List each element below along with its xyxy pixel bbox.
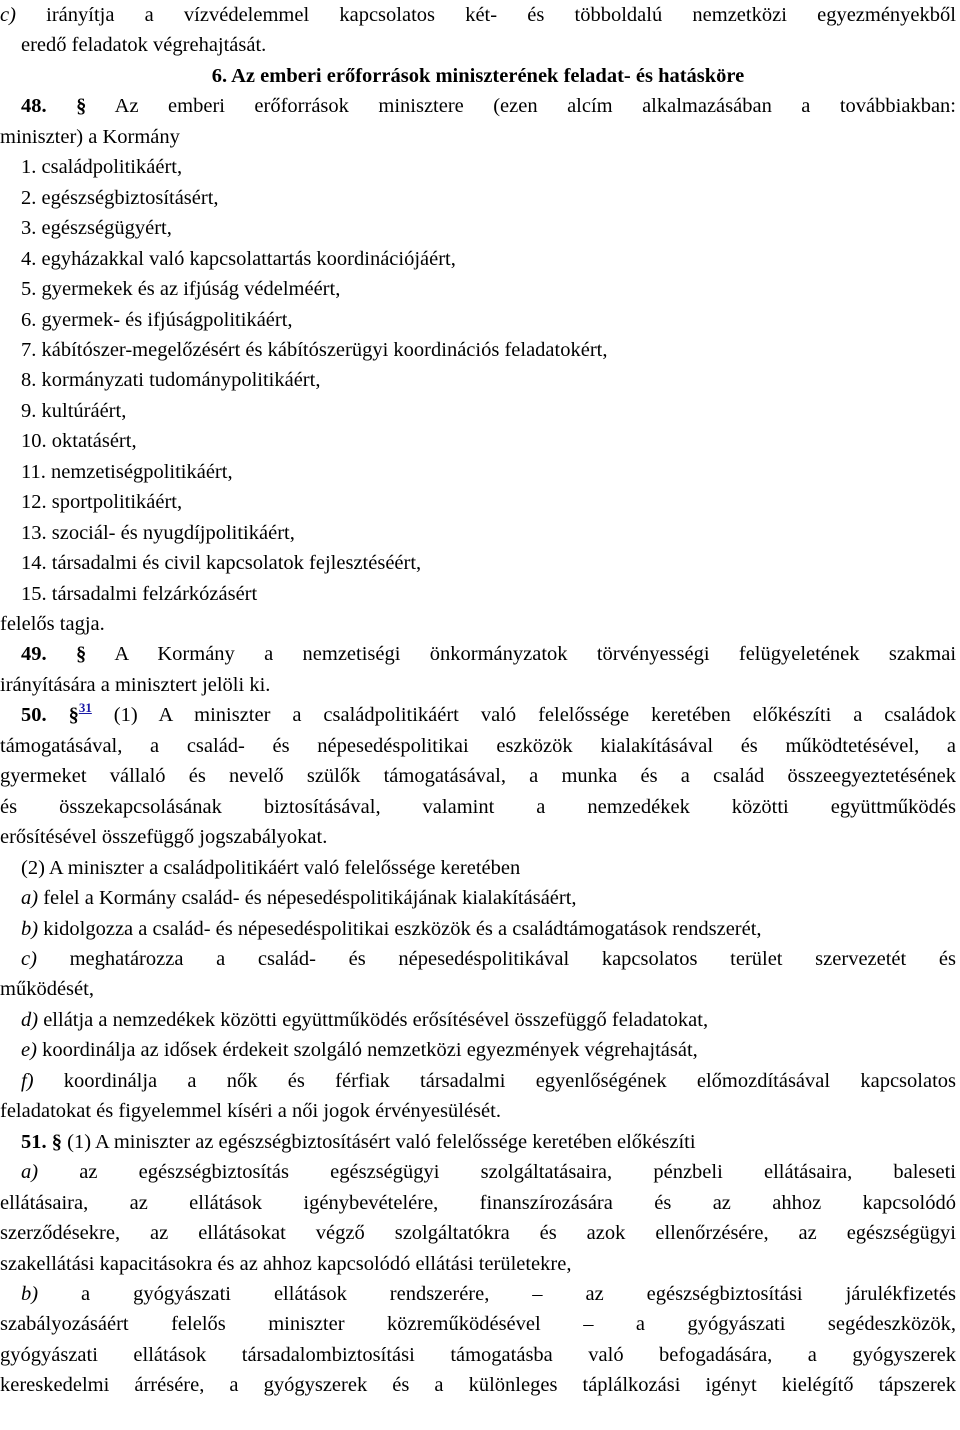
bold-text: 6. Az emberi erőforrások miniszterének feladat- és hatásköre [211,64,745,87]
text-run: gyermeket vállaló és nevelő szülők támogatásával, a munka és a család összeegyeztetésének [0,765,956,788]
text-run: A Kormány a nemzetiségi önkormányzatok törvényességi felügyeletének szakmai [86,643,956,666]
text-line [0,792,956,822]
text-run: 12. sportpolitikáért, [21,491,183,514]
text-line [21,1157,956,1187]
text-line [21,518,956,548]
text-run: működését, [0,978,94,1001]
text-line [21,1005,956,1035]
text-line [21,639,956,669]
italic-text: b) [21,1282,82,1305]
text-run: gyógyászati ellátások társadalombiztosítási támogatásba való befogadására, a gyógyszerek [0,1343,956,1366]
bold-text: 51. [21,1130,47,1153]
text-run: felelős tagja. [0,613,105,635]
text-run: miniszter) a Kormány [0,125,180,148]
text-run: és összekapcsolásának biztosításával, valamint a nemzedékek közötti együttműködés [0,795,956,818]
text-run: 3. egészségügyért, [21,217,172,240]
text-run: irányítja a vízvédelemmel kapcsolatos két- és többoldalú nemzetközi egyezményekből [46,4,956,26]
italic-text: b) [21,917,44,940]
text-line [21,883,956,913]
bold-text: 50. [21,704,47,727]
text-run: 1. családpolitikáért, [21,156,183,179]
text-line [21,457,956,487]
text-line [0,1218,956,1248]
text-line [21,487,956,517]
text-line [21,274,956,304]
text-run: szakellátási kapacitásokra és az ahhoz kapcsolódó ellátási területekre, [0,1252,572,1275]
text-line [21,1066,956,1096]
text-line [0,609,956,639]
text-run: szerződésekre, az ellátásokat végző szolgáltatókra és azok ellenőrzésére, az egészségügyi [0,1222,956,1244]
text-line [21,91,956,121]
text-line [21,1127,956,1157]
text-run: ellátásaira, az ellátások igénybevételére, finanszírozására és az ahhoz kapcsolódó [0,1191,956,1214]
text-line [21,914,956,944]
text-line [21,579,956,609]
text-run: 2. egészségbiztosításért, [21,186,219,209]
text-run: koordinálja az idősek érdekeit szolgáló nemzetközi egyezmények végrehajtását, [42,1039,698,1062]
text-run: kereskedelmi árrésére, a gyógyszerek és a különleges táplálkozási igényt kielégítő tápszerek [0,1374,956,1397]
text-line [21,1279,956,1309]
text-run: szabályozásáért felelős miniszter közreműködésével – a gyógyászati segédeszközök, [0,1313,956,1336]
text-run: 14. társadalmi és civil kapcsolatok fejlesztéséért, [21,552,422,575]
italic-text: e) [21,1039,43,1062]
bold-text: § [51,1130,62,1153]
text-line [0,761,956,791]
text-line [0,1370,956,1400]
text-run: (1) A miniszter az egészségbiztosításért való felelőssége keretében előkészíti [62,1130,696,1153]
text-run: 8. kormányzati tudománypolitikáért, [21,369,321,392]
text-line [0,1309,956,1339]
text-line [0,1188,956,1218]
text-run: ellátja a nemzedékek közötti együttműködés erősítésével összefüggő feladatokat, [43,1008,709,1031]
italic-text: d) [21,1008,44,1031]
text-run: kidolgozza a család- és népesedéspolitikai eszközök és a családtámogatások rendszerét, [43,917,762,940]
text-line [21,152,956,182]
bold-text: § [68,704,79,727]
text-line [21,396,956,426]
text-run: 4. egyházakkal való kapcsolattartás koordinációjáért, [21,247,456,270]
text-line [21,426,956,456]
text-run: feladatokat és figyelemmel kíséri a női jogok érvényesülését. [0,1100,501,1123]
text-run [47,643,76,665]
italic-text: c) [21,947,70,970]
text-line [0,731,956,761]
text-run: 6. gyermek- és ifjúságpolitikáért, [21,308,293,331]
text-run: 9. kultúráért, [21,399,127,422]
text-line [21,335,956,365]
italic-text: c) [0,4,47,26]
bold-text: § [75,643,87,666]
text-run: támogatásával, a család- és népesedéspolitikai eszközök kialakításával és működtetésével, a [0,734,956,757]
italic-text: a) [21,1161,80,1184]
text-line [21,700,956,730]
text-run: 7. kábítószer-megelőzésért és kábítószerügyi koordinációs feladatokért, [21,338,608,361]
bold-text: § [76,95,87,118]
text-line [21,548,956,578]
text-line [21,1035,956,1065]
text-run: (1) A miniszter a családpolitikáért való felelőssége keretében előkészíti a családok [91,704,956,727]
text-run [47,95,76,117]
text-run: (2) A miniszter a családpolitikáért való felelőssége keretében [21,856,521,879]
text-run: 15. társadalmi felzárkózásért [21,582,258,605]
text-line [21,183,956,213]
text-line [21,944,956,974]
text-run: koordinálja a nők és férfiak társadalmi egyenlőségének előmozdításával kapcsolatos [63,1069,956,1092]
text-run: a gyógyászati ellátások rendszerére, – az egészségbiztosítási járulékfizetés [81,1282,956,1305]
text-line [21,244,956,274]
text-run: eredő feladatok végrehajtását. [21,34,267,57]
text-line [0,974,956,1004]
text-line [21,213,956,243]
bold-text: 48. [21,95,47,118]
text-line [21,305,956,335]
text-run: irányítására a minisztert jelöli ki. [0,673,271,696]
bold-text: 49. [21,643,47,666]
text-run: felel a Kormány család- és népesedéspolitikájának kialakításáért, [43,887,577,909]
text-line [21,30,956,60]
text-run: Az emberi erőforrások minisztere (ezen alcím alkalmazásában a továbbiakban: [86,95,956,118]
text-line [21,853,956,883]
text-run: 11. nemzetiségpolitikáért, [21,460,233,483]
text-run: 5. gyermekek és az ifjúság védelméért, [21,278,341,301]
text-run: meghatározza a család- és népesedéspolitikával kapcsolatos terület szervezetét és [69,947,956,970]
italic-text: a) [21,887,44,909]
italic-text: f) [21,1069,64,1092]
text-line [0,822,956,852]
text-line [0,122,956,152]
text-line [0,1096,956,1126]
text-run: az egészségbiztosítás egészségügyi szolgáltatásaira, pénzbeli ellátásaira, baleseti [79,1161,956,1184]
text-run: 10. oktatásért, [21,430,137,453]
text-run [47,704,69,726]
text-run: 13. szociál- és nyugdíjpolitikáért, [21,521,295,544]
text-run: erősítésével összefüggő jogszabályokat. [0,826,328,849]
text-line [0,0,956,30]
text-line [0,1340,956,1370]
text-line [0,670,956,700]
footnote-link[interactable]: 31 [78,700,92,716]
text-line [0,1249,956,1279]
text-line [21,365,956,395]
text-line [0,61,956,91]
